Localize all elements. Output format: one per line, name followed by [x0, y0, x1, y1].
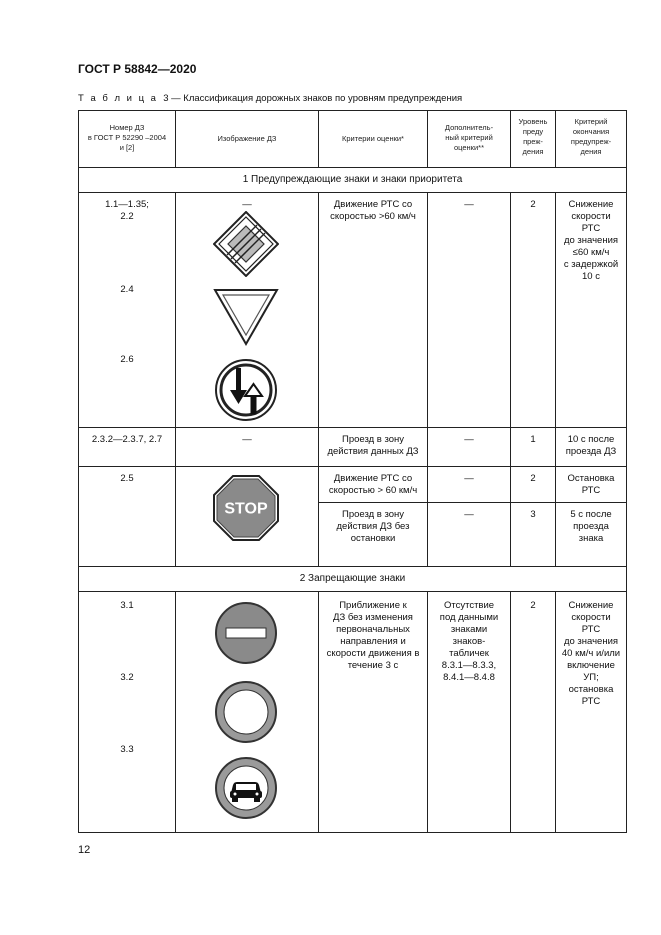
- header-line: Изображение ДЗ: [217, 134, 277, 143]
- criteria-3a: [319, 473, 427, 497]
- end-criterion-4: [556, 600, 626, 708]
- yield-sign-icon: [213, 288, 279, 346]
- text-line: скорости: [571, 211, 611, 222]
- sign-number-1: [79, 199, 175, 223]
- header-level: [511, 117, 555, 157]
- no-vehicles-sign-icon: [214, 680, 278, 744]
- end-of-priority-road-sign-icon: [213, 211, 279, 277]
- end-criterion-3b: [556, 509, 626, 545]
- header-line: окончания: [572, 127, 610, 136]
- sign-number-2-3: 2.3.2—2.3.7, 2.7: [91, 434, 163, 445]
- sign-number-3-1: 3.1: [120, 600, 134, 611]
- text-line: первоначальных: [336, 624, 410, 635]
- text-line: действия ДЗ без: [336, 521, 410, 532]
- text-line: скоростью >60 км/ч: [330, 211, 416, 222]
- caption-text: 3 — Классификация дорожных знаков по уровням предупреждения: [163, 93, 463, 104]
- text-line: РТС: [581, 696, 601, 707]
- text-line: под данными: [439, 612, 499, 623]
- header-line: преду: [522, 127, 544, 136]
- text-line: ДЗ без изменения: [333, 612, 413, 623]
- additional-3b: —: [464, 509, 474, 520]
- text-line: 8.4.1—8.4.8: [443, 672, 495, 683]
- end-criterion-3a: [556, 473, 626, 497]
- text-line: Снижение: [568, 600, 614, 611]
- no-entry-sign-icon: [214, 601, 278, 665]
- header-line: Критерий: [574, 117, 608, 126]
- text-line: 8.3.1—8.3.3,: [441, 660, 497, 671]
- text-line: Снижение: [568, 199, 614, 210]
- header-sign-number: [79, 123, 175, 153]
- end-criterion-2: [556, 434, 626, 458]
- sign-number-2-6: 2.6: [120, 354, 134, 365]
- text-line: знаков-: [452, 636, 486, 647]
- header-line: преж-: [523, 137, 543, 146]
- section-prohibitory: 2 Запрещающие знаки: [299, 573, 406, 584]
- stop-sign-icon: [213, 475, 279, 541]
- text-line: табличек: [449, 648, 489, 659]
- criteria-2: [319, 434, 427, 458]
- caption-label: Т а б л и ц а: [78, 93, 158, 104]
- additional-3a: —: [464, 473, 474, 484]
- no-motor-vehicles-sign-icon: [214, 756, 278, 820]
- header-line: Номер ДЗ: [109, 123, 145, 132]
- header-line: и [2]: [119, 143, 135, 152]
- criteria-3b: [319, 509, 427, 545]
- sign-number-3-2: 3.2: [120, 672, 134, 683]
- image-dash-2: —: [242, 434, 252, 445]
- text-line: знака: [578, 533, 604, 544]
- text-line: Проезд в зону: [341, 509, 404, 520]
- text-line: Движение РТС со: [333, 473, 413, 484]
- page-number: 12: [78, 844, 91, 856]
- header-line: Уровень: [518, 117, 548, 126]
- header-line: ный критерий: [445, 133, 493, 142]
- header-line: оценки**: [453, 143, 484, 152]
- additional-1: —: [464, 199, 474, 210]
- text-line: Проезд в зону: [341, 434, 404, 445]
- text-line: 2.2: [120, 211, 134, 222]
- header-line: предупреж-: [570, 137, 612, 146]
- text-line: направления и: [340, 636, 406, 647]
- sign-number-3-3: 3.3: [120, 744, 134, 755]
- header-line: Критерии оценки*: [342, 134, 404, 143]
- criteria-4: [319, 600, 427, 672]
- level-4: 2: [530, 600, 536, 611]
- header-additional: [428, 123, 510, 153]
- level-3a: 2: [530, 473, 536, 484]
- text-line: с задержкой: [563, 259, 619, 270]
- text-line: 10 с после: [567, 434, 615, 445]
- text-line: ≤60 км/ч: [572, 247, 610, 258]
- table-caption: [78, 93, 462, 104]
- header-line: дения: [580, 147, 602, 156]
- text-line: 10 с: [582, 271, 600, 282]
- criteria-1: [319, 199, 427, 223]
- text-line: проезда ДЗ: [565, 446, 617, 457]
- text-line: до значения: [563, 636, 619, 647]
- text-line: 40 км/ч и/или: [561, 648, 621, 659]
- level-1: 2: [530, 199, 536, 210]
- section-warning-priority: 1 Предупреждающие знаки и знаки приоритета: [242, 174, 463, 185]
- text-line: Движение РТС со: [333, 199, 413, 210]
- text-line: 5 с после: [570, 509, 612, 520]
- priority-to-oncoming-sign-icon: [214, 358, 278, 422]
- text-line: Приближение к: [339, 600, 407, 611]
- text-line: течение 3 с: [347, 660, 399, 671]
- document-header: ГОСТ Р 58842—2020: [78, 62, 197, 76]
- additional-2: —: [464, 434, 474, 445]
- text-line: остановки: [350, 533, 396, 544]
- header-line: Дополнитель-: [444, 123, 494, 132]
- text-line: УП;: [583, 672, 599, 683]
- header-line: дения: [522, 147, 544, 156]
- header-line: в ГОСТ Р 52290 –2004: [87, 133, 167, 142]
- additional-4: [428, 600, 510, 684]
- text-line: остановка: [568, 684, 614, 695]
- sign-number-2-5: 2.5: [120, 473, 134, 484]
- text-line: Отсутствие: [443, 600, 495, 611]
- text-line: скоростью > 60 км/ч: [328, 485, 418, 496]
- text-line: 1.1—1.35;: [105, 199, 149, 210]
- stop-sign-text: STOP: [224, 500, 268, 518]
- level-3b: 3: [530, 509, 536, 520]
- header-end-criterion: [556, 117, 626, 157]
- text-line: включение: [567, 660, 615, 671]
- text-line: скорости движения в: [326, 648, 420, 659]
- text-line: действия данных ДЗ: [327, 446, 419, 457]
- text-line: проезда: [573, 521, 609, 532]
- sign-number-2-4: 2.4: [120, 284, 134, 295]
- text-line: РТС: [581, 485, 601, 496]
- image-dash: —: [242, 199, 252, 210]
- header-sign-image: [176, 134, 318, 144]
- text-line: РТС: [581, 624, 601, 635]
- text-line: скорости: [571, 612, 611, 623]
- text-line: Остановка: [567, 473, 615, 484]
- end-criterion-1: [556, 199, 626, 283]
- text-line: до значения: [563, 235, 619, 246]
- header-criteria: [319, 134, 427, 144]
- text-line: РТС: [581, 223, 601, 234]
- text-line: знаками: [450, 624, 488, 635]
- level-2: 1: [530, 434, 536, 445]
